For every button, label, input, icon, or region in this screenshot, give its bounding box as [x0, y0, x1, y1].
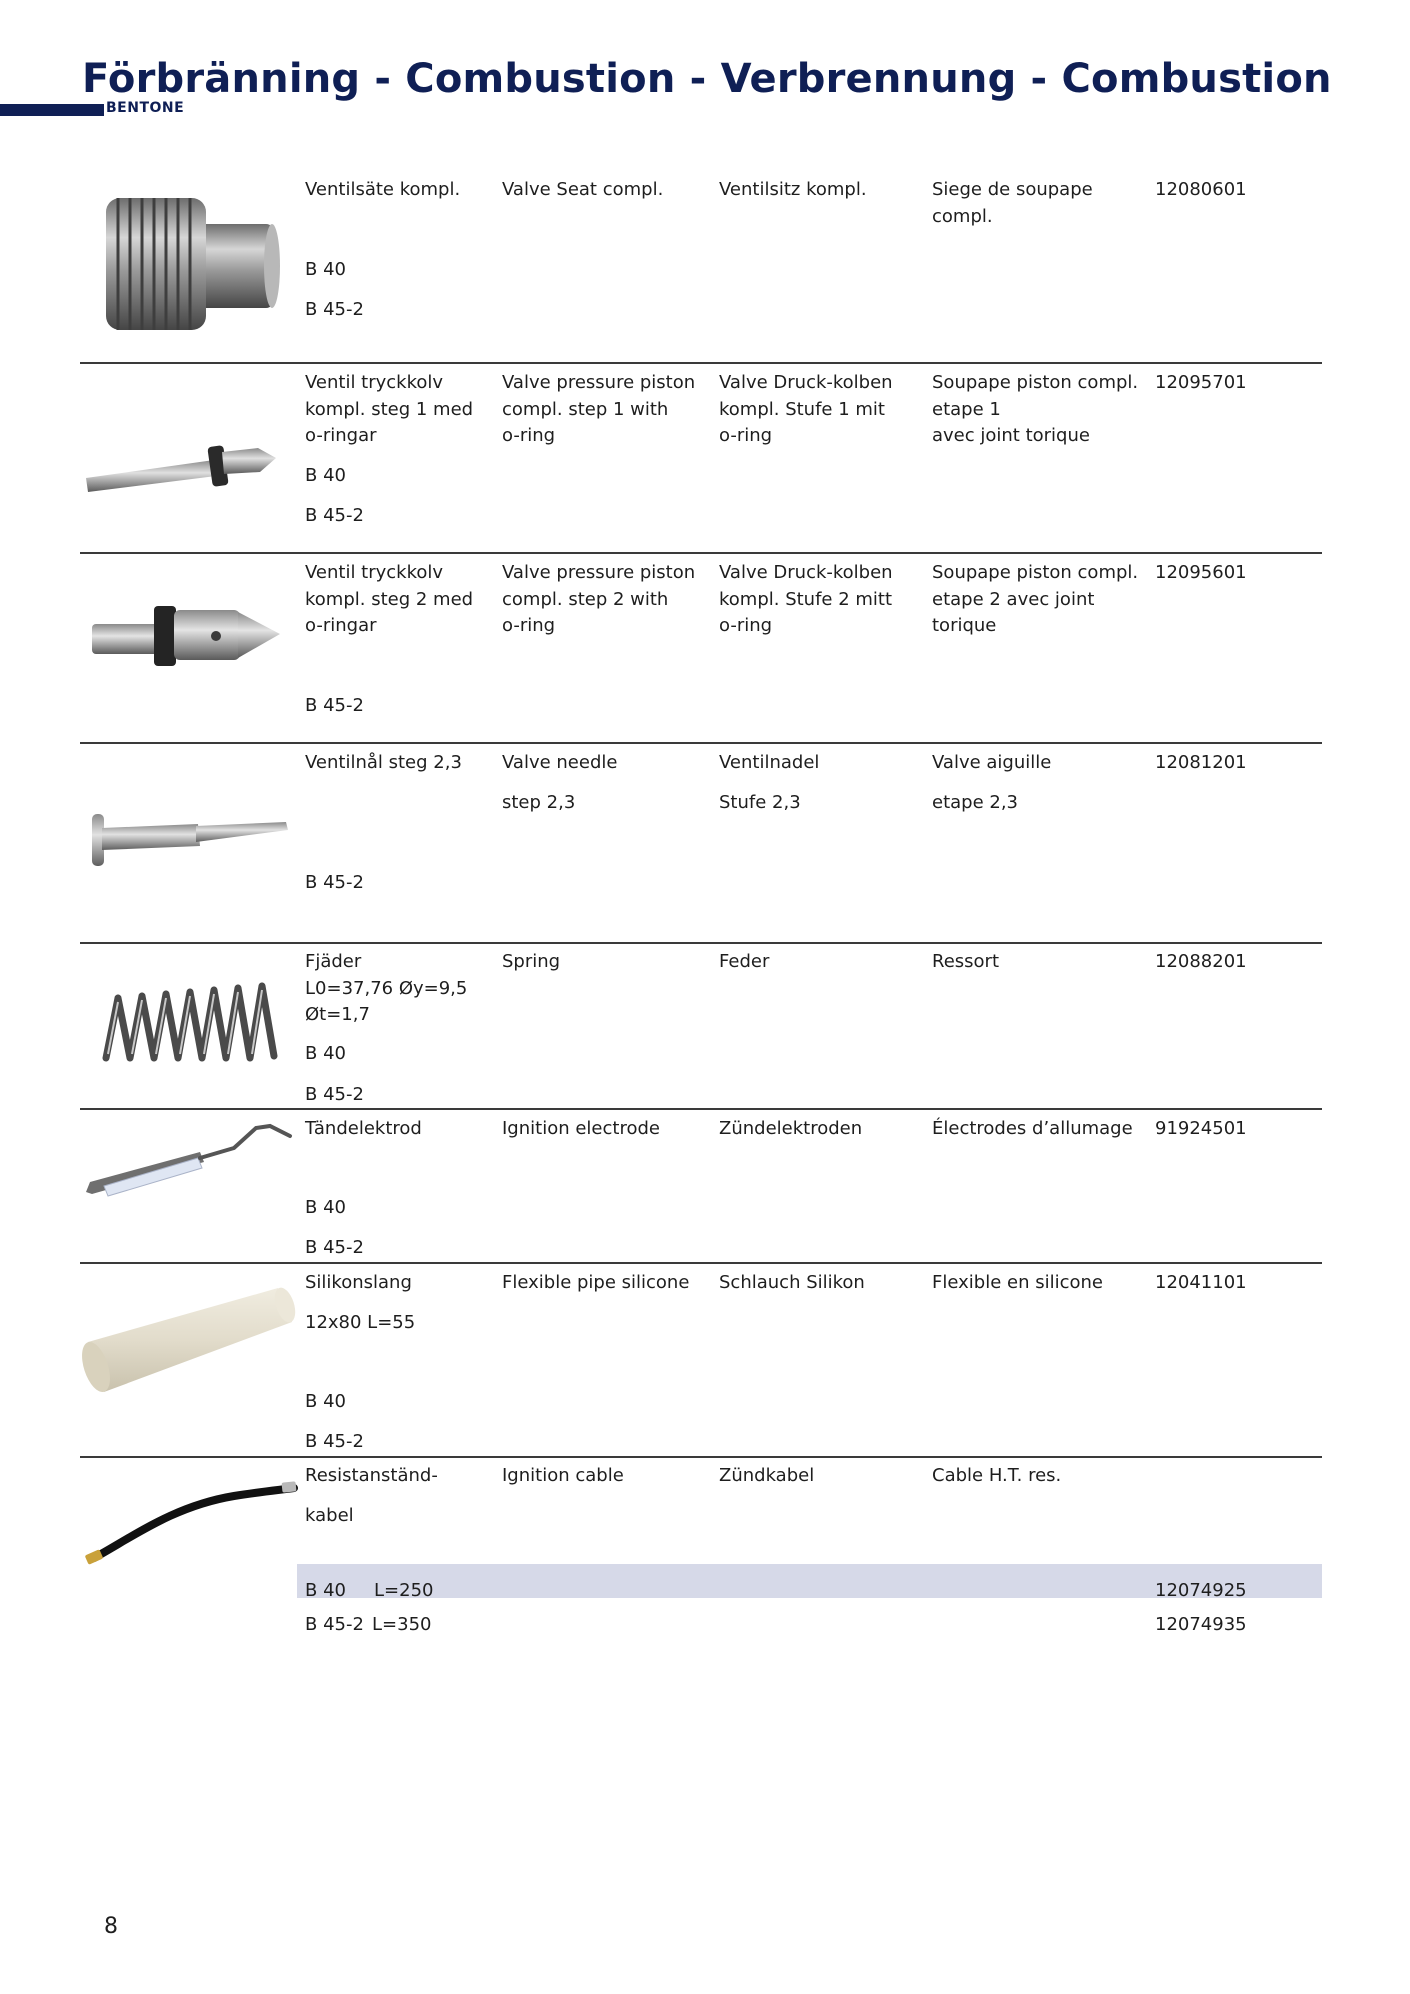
item-3-fr-2: etape 2,3	[932, 792, 1019, 813]
item-2-en: Valve pressure piston compl. step 2 with o-ring	[502, 562, 696, 636]
item-3-en: Valve needle	[502, 752, 618, 773]
item-3-sv: Ventilnål steg 2,3	[305, 752, 462, 773]
row-divider	[80, 1262, 1322, 1264]
row-divider	[80, 362, 1322, 364]
variant-0-length: L=250	[374, 1580, 434, 1601]
item-3-code: 12081201	[1155, 752, 1247, 773]
row-divider	[80, 1456, 1322, 1458]
item-7-sv-2: kabel	[305, 1505, 354, 1526]
spring-icon	[100, 978, 282, 1068]
item-6-fr: Flexible en silicone	[932, 1272, 1103, 1293]
pressure-piston-step1-icon	[84, 420, 284, 500]
item-0-sv: Ventilsäte kompl.	[305, 179, 461, 200]
item-1-fr: Soupape piston compl. etape 1 avec joint torique	[932, 372, 1139, 446]
item-6-code: 12041101	[1155, 1272, 1247, 1293]
brand-logo: BENTONE	[106, 100, 185, 116]
row-divider	[80, 942, 1322, 944]
item-5-de: Zündelektroden	[719, 1118, 863, 1139]
item-3-de-2: Stufe 2,3	[719, 792, 801, 813]
item-4-en: Spring	[502, 951, 561, 972]
item-2-model-0: B 45-2	[305, 695, 364, 716]
item-4-model-1: B 45-2	[305, 1084, 364, 1105]
item-0-code: 12080601	[1155, 179, 1247, 200]
variant-1-length: L=350	[372, 1614, 432, 1635]
item-7-fr: Cable H.T. res.	[932, 1465, 1062, 1486]
variant-1-code: 12074935	[1155, 1614, 1247, 1635]
row-divider	[80, 742, 1322, 744]
item-5-model-1: B 45-2	[305, 1237, 364, 1258]
item-2-code: 12095601	[1155, 562, 1247, 583]
item-1-code: 12095701	[1155, 372, 1247, 393]
item-5-model-0: B 40	[305, 1197, 346, 1218]
row-divider	[80, 552, 1322, 554]
item-0-model-0: B 40	[305, 259, 346, 280]
item-4-sv: Fjäder L0=37,76 Øy=9,5 Øt=1,7	[305, 951, 468, 1025]
item-0-en: Valve Seat compl.	[502, 179, 664, 200]
item-3-de: Ventilnadel	[719, 752, 820, 773]
item-4-code: 12088201	[1155, 951, 1247, 972]
item-2-de: Valve Druck-kolben kompl. Stufe 2 mitt o-ring	[719, 562, 893, 636]
page-title: Förbränning - Combustion - Verbrennung - Combustion	[82, 56, 1332, 102]
item-3-fr: Valve aiguille	[932, 752, 1052, 773]
item-5-en: Ignition electrode	[502, 1118, 660, 1139]
row-divider	[80, 1108, 1322, 1110]
variant-1-model: B 45-2	[305, 1614, 364, 1635]
item-3-model-0: B 45-2	[305, 872, 364, 893]
item-1-de: Valve Druck-kolben kompl. Stufe 1 mit o-ring	[719, 372, 893, 446]
item-5-code: 91924501	[1155, 1118, 1247, 1139]
item-6-model-1: B 45-2	[305, 1431, 364, 1452]
valve-needle-icon	[90, 808, 290, 874]
item-5-sv: Tändelektrod	[305, 1118, 422, 1139]
item-1-sv: Ventil tryckkolv kompl. steg 1 med o-ringar	[305, 372, 474, 446]
ignition-cable-icon	[84, 1476, 298, 1568]
item-6-de: Schlauch Silikon	[719, 1272, 865, 1293]
item-7-en: Ignition cable	[502, 1465, 624, 1486]
item-0-de: Ventilsitz kompl.	[719, 179, 867, 200]
item-3-en-2: step 2,3	[502, 792, 576, 813]
item-4-de: Feder	[719, 951, 770, 972]
item-6-model-0: B 40	[305, 1391, 346, 1412]
item-5-fr: Électrodes d’allumage	[932, 1118, 1133, 1139]
item-2-sv: Ventil tryckkolv kompl. steg 2 med o-ringar	[305, 562, 474, 636]
brand-bar	[0, 104, 104, 116]
item-6-sv-2: 12x80 L=55	[305, 1312, 416, 1333]
item-7-de: Zündkabel	[719, 1465, 815, 1486]
item-0-model-1: B 45-2	[305, 299, 364, 320]
item-7-sv: Resistanständ-	[305, 1465, 438, 1486]
item-1-en: Valve pressure piston compl. step 1 with o-ring	[502, 372, 696, 446]
pressure-piston-step2-icon	[90, 594, 290, 674]
item-1-model-1: B 45-2	[305, 505, 364, 526]
variant-0-model: B 40	[305, 1580, 346, 1601]
variant-0-code: 12074925	[1155, 1580, 1247, 1601]
item-6-sv: Silikonslang	[305, 1272, 412, 1293]
page-number: 8	[104, 1914, 118, 1939]
item-0-fr: Siege de soupape compl.	[932, 179, 1093, 227]
silicone-hose-icon	[82, 1282, 298, 1396]
item-1-model-0: B 40	[305, 465, 346, 486]
valve-seat-icon	[96, 190, 286, 340]
item-2-fr: Soupape piston compl. etape 2 avec joint torique	[932, 562, 1139, 636]
item-4-model-0: B 40	[305, 1043, 346, 1064]
item-4-fr: Ressort	[932, 951, 999, 972]
item-6-en: Flexible pipe silicone	[502, 1272, 690, 1293]
ignition-electrode-icon	[84, 1122, 294, 1202]
